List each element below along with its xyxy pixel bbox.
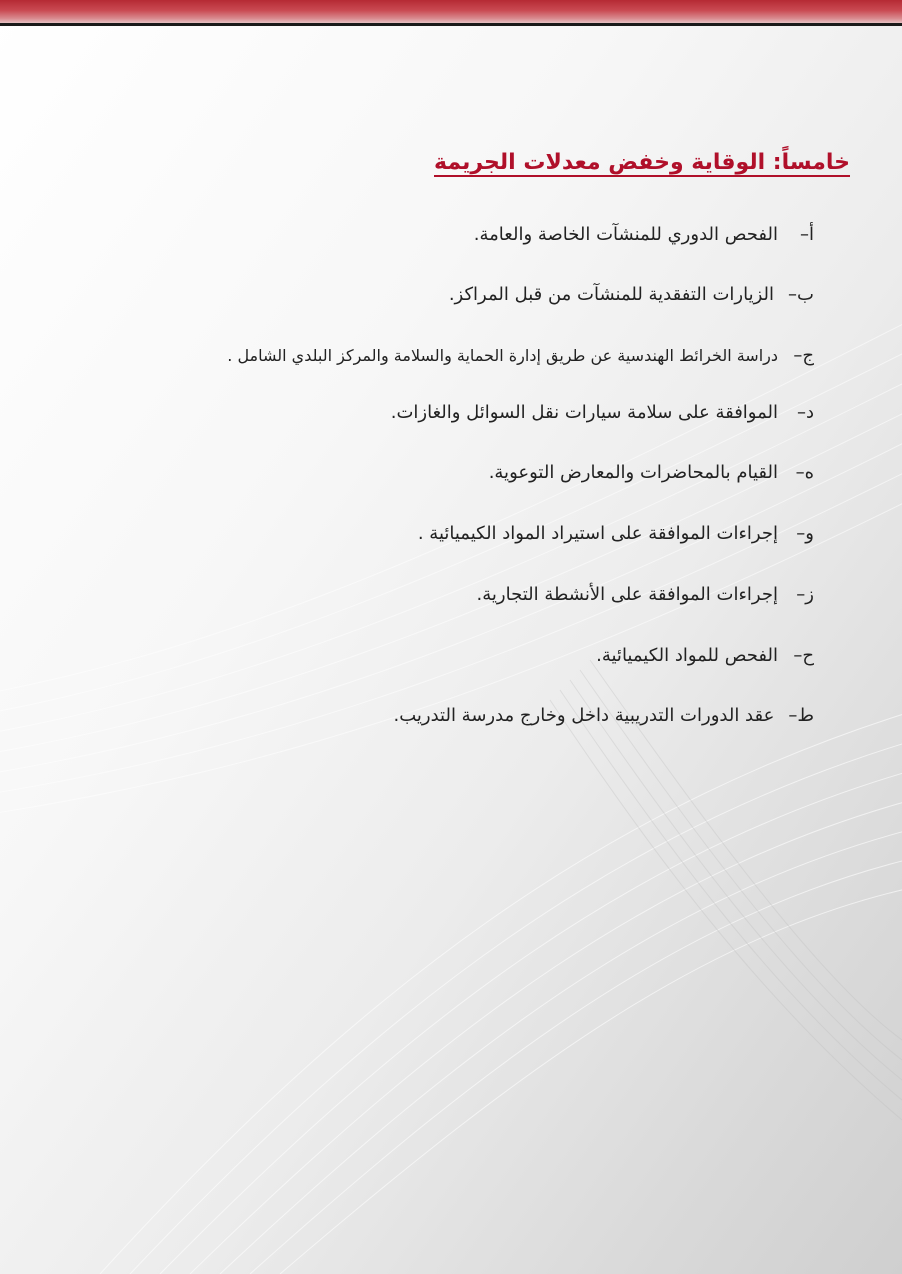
list-item-text: الزيارات التفقدية للمنشآت من قبل المراكز. bbox=[448, 284, 775, 305]
list-item bbox=[418, 523, 814, 544]
list-item bbox=[474, 224, 814, 245]
list-marker: ب– bbox=[788, 284, 814, 305]
list-item bbox=[449, 284, 814, 305]
list-item-text: إجراءات الموافقة على استيراد المواد الكيميائية . bbox=[417, 523, 778, 544]
list-item bbox=[391, 402, 814, 423]
list-marker: ط– bbox=[788, 705, 814, 726]
list-item bbox=[227, 345, 814, 366]
list-marker: ح– bbox=[793, 645, 814, 666]
list-marker: ز– bbox=[796, 584, 814, 605]
list-marker: و– bbox=[796, 523, 814, 544]
list-item-text: دراسة الخرائط الهندسية عن طريق إدارة الحماية والسلامة والمركز البلدي الشامل . bbox=[227, 346, 778, 365]
list-item-text: القيام بالمحاضرات والمعارض التوعوية. bbox=[488, 462, 778, 483]
list-item-text: عقد الدورات التدريبية داخل وخارج مدرسة التدريب. bbox=[393, 705, 775, 726]
list-item bbox=[489, 462, 814, 483]
list-item-text: إجراءات الموافقة على الأنشطة التجارية. bbox=[476, 584, 778, 605]
list-item bbox=[596, 645, 814, 666]
list-marker: ه– bbox=[795, 462, 814, 483]
list-item-text: الفحص الدوري للمنشآت الخاصة والعامة. bbox=[473, 224, 778, 245]
list-item-text: الفحص للمواد الكيميائية. bbox=[596, 645, 778, 666]
list-marker: ج– bbox=[793, 345, 814, 366]
section-title: خامساً: الوقاية وخفض معدلات الجريمة bbox=[434, 150, 850, 175]
list-item bbox=[394, 705, 815, 726]
list-marker: د– bbox=[796, 402, 814, 423]
list-item bbox=[477, 584, 814, 605]
list-marker: أ– bbox=[799, 224, 814, 245]
list-item-text: الموافقة على سلامة سيارات نقل السوائل والغازات. bbox=[390, 402, 778, 423]
